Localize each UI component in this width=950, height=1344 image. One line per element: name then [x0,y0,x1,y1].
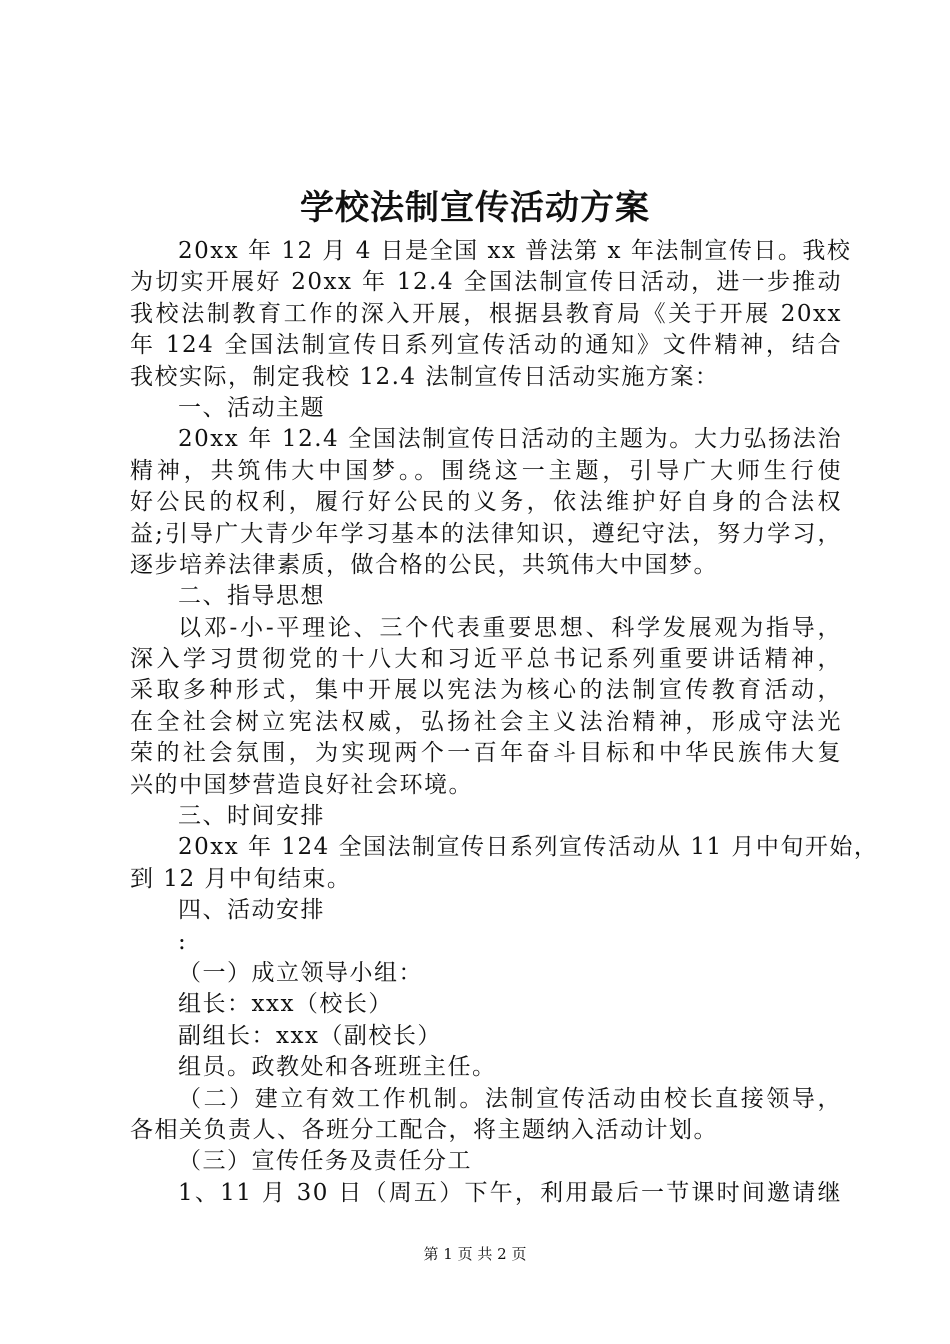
document-title: 学校法制宣传活动方案 [300,188,650,228]
sub-heading: （二）建立有效工作机制。法制宣传活动由校长直接领导， [178,1085,842,1112]
body-line: 我校实际，制定我校 12.4 法制宣传日活动实施方案： [130,363,720,390]
body-line: 益;引导广大青少年学习基本的法律知识，遵纪守法，努力学习， [130,520,842,547]
body-line: 以邓-小-平理论、三个代表重要思想、科学发展观为指导， [178,614,842,641]
body-line: 20xx 年 124 全国法制宣传日系列宣传活动从 11 月中旬开始， [178,834,879,861]
body-line: 20xx 年 12 月 4 日是全国 xx 普法第 x 年法制宣传日。我校 [178,238,852,264]
body-line: 兴的中国梦营造良好社会环境。 [130,771,473,798]
body-line: 荣的社会氛围，为实现两个一百年奋斗目标和中华民族伟大复 [130,740,842,767]
sub-heading: （一）成立领导小组： [178,959,423,986]
document-body [130,236,879,1209]
body-line: 到 12 月中旬结束。 [130,865,352,892]
body-line: : [178,928,188,955]
body-line: 20xx 年 12.4 全国法制宣传日活动的主题为。大力弘扬法治 [178,426,842,453]
body-line: 组长：xxx（校长） [178,991,393,1018]
body-line: 副组长：xxx（副校长） [178,1022,442,1049]
body-line: 各相关负责人、各班分工配合，将主题纳入活动计划。 [130,1116,718,1143]
section-heading: 四、活动安排 [178,897,325,924]
body-line: 好公民的权利，履行好公民的义务，依法维护好自身的合法权 [130,489,842,516]
body-line: 在全社会树立宪法权威，弘扬社会主义法治精神，形成守法光 [130,708,842,735]
body-line: 为切实开展好 20xx 年 12.4 全国法制宣传日活动，进一步推动 [130,269,842,296]
body-line: 采取多种形式，集中开展以宪法为核心的法制宣传教育活动， [130,677,842,704]
body-line: 逐步培养法律素质，做合格的公民，共筑伟大中国梦。 [130,551,718,578]
page-footer: 第 1 页 共 2 页 [423,1245,527,1263]
body-line: 深入学习贯彻党的十八大和习近平总书记系列重要讲话精神， [130,646,842,673]
body-line: 年 124 全国法制宣传日系列宣传活动的通知》文件精神，结合 [130,332,842,359]
body-line: 组员。政教处和各班班主任。 [178,1054,497,1081]
body-line: 我校法制教育工作的深入开展，根据县教育局《关于开展 20xx [130,300,842,327]
sub-heading: （三）宣传任务及责任分工 [178,1148,472,1175]
body-line: 精神，共筑伟大中国梦。。围绕这一主题，引导广大师生行使 [130,457,842,484]
body-line: 1、11 月 30 日（周五）下午，利用最后一节课时间邀请继 [178,1179,842,1206]
section-heading: 一、活动主题 [178,394,325,421]
section-heading: 二、指导思想 [178,583,325,610]
section-heading: 三、时间安排 [178,803,325,830]
